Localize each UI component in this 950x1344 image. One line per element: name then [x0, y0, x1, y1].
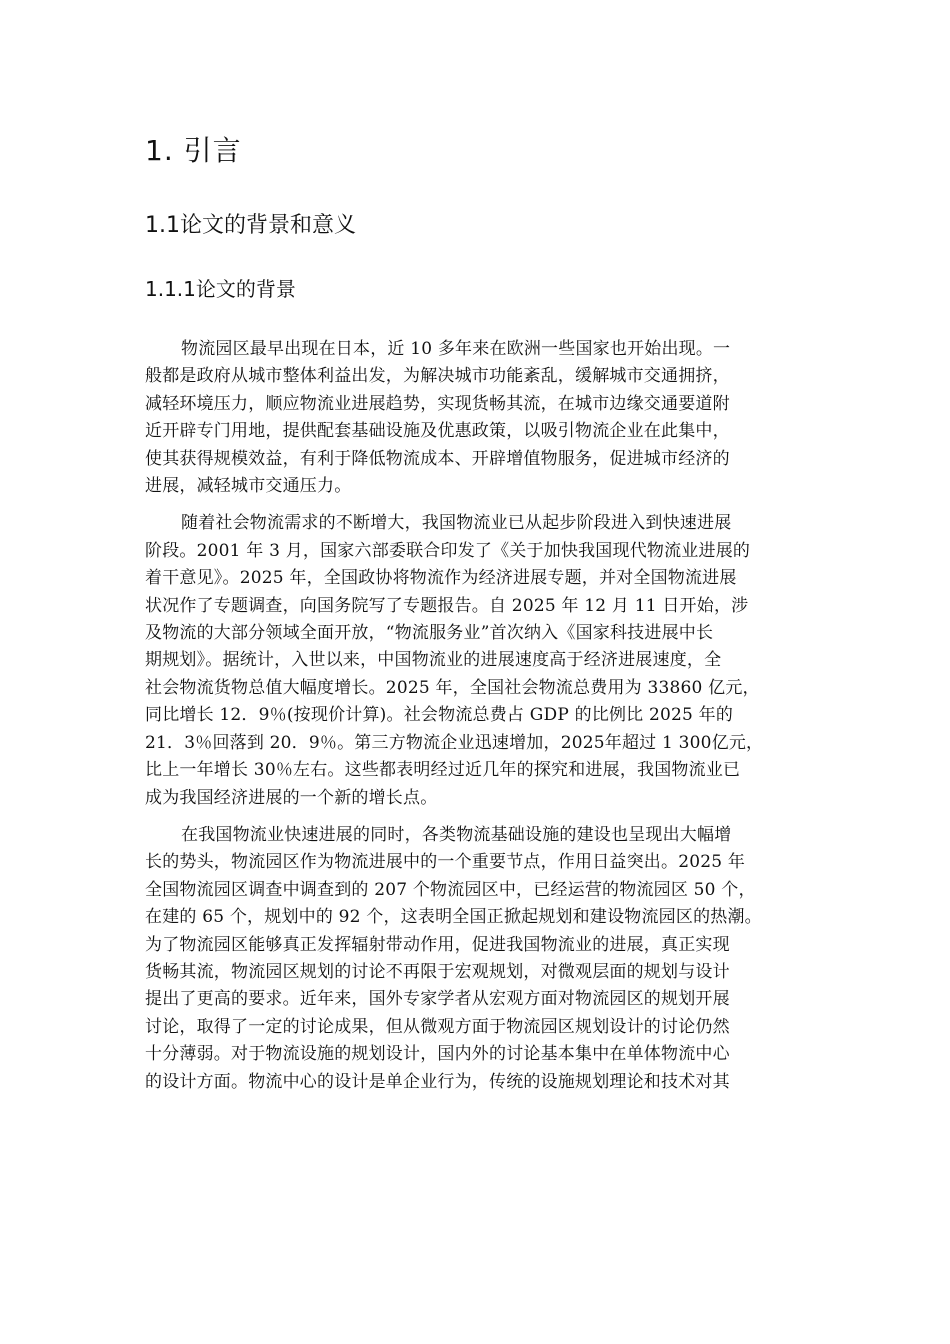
- text-line: 般都是政府从城市整体利益出发，为解决城市功能紊乱，缓解城市交通拥挤，: [145, 366, 730, 387]
- heading-background: 1.1.1论文的背景: [145, 277, 296, 301]
- text-line: 货畅其流，物流园区规划的讨论不再限于宏观规划，对微观层面的规划与设计: [145, 961, 730, 982]
- text-line: 近开辟专门用地，提供配套基础设施及优惠政策，以吸引物流企业在此集中，: [145, 421, 730, 442]
- text-line: 进展，减轻城市交通压力。: [145, 476, 352, 497]
- text-line: 十分薄弱。对于物流设施的规划设计，国内外的讨论基本集中在单体物流中心: [145, 1044, 730, 1065]
- paragraph-1: [145, 336, 815, 500]
- text-line: 成为我国经济进展的一个新的增长点。: [145, 787, 438, 808]
- text-line: 长的势头，物流园区作为物流进展中的一个重要节点，作用日益突出。2025 年: [145, 852, 746, 873]
- text-line: 社会物流货物总值大幅度增长。2025 年，全国社会物流总费用为 33860 亿元，: [145, 677, 760, 698]
- text-line: 物流园区最早出现在日本，近 10 多年来在欧洲一些国家也开始出现。一: [181, 339, 731, 359]
- text-line: 的设计方面。物流中心的设计是单企业行为，传统的设施规划理论和技术对其: [145, 1071, 730, 1092]
- paragraph-2: [145, 510, 815, 811]
- text-line: 状况作了专题调查，向国务院写了专题报告。自 2025 年 12 月 11 日开始，涉: [145, 595, 749, 616]
- text-line: 为了物流园区能够真正发挥辐射带动作用，促进我国物流业的进展，真正实现: [145, 934, 730, 955]
- text-line: 全国物流园区调查中调查到的 207 个物流园区中，已经运营的物流园区 50 个，: [145, 879, 756, 900]
- text-line: 着干意见》。2025 年，全国政协将物流作为经济进展专题，并对全国物流进展: [145, 568, 737, 589]
- text-line: 期规划》。据统计，入世以来，中国物流业的进展速度高于经济进展速度，全: [145, 650, 722, 671]
- text-line: 使其获得规模效益，有利于降低物流成本、开辟增值物服务，促进城市经济的: [145, 448, 730, 469]
- text-line: 提出了更高的要求。近年来，国外专家学者从宏观方面对物流园区的规划开展: [145, 989, 730, 1010]
- text-line: 21．3％回落到 20．9％。第三方物流企业迅速增加，2025年超过 1 300亿元，: [145, 732, 764, 753]
- text-line: 随着社会物流需求的不断增大，我国物流业已从起步阶段进入到快速进展: [181, 513, 732, 534]
- text-line: 比上一年增长 30％左右。这些都表明经过近几年的探究和进展，我国物流业已: [145, 760, 741, 781]
- text-line: 在我国物流业快速进展的同时，各类物流基础设施的建设也呈现出大幅增: [181, 824, 732, 845]
- text-line: 在建的 65 个，规划中的 92 个，这表明全国正掀起规划和建设物流园区的热潮。: [145, 907, 762, 928]
- text-line: 讨论，取得了一定的讨论成果，但从微观方面于物流园区规划设计的讨论仍然: [145, 1016, 730, 1037]
- text-line: 同比增长 12．9％(按现价计算)。社会物流总费占 GDP 的比例比 2025 年的: [145, 705, 734, 726]
- body-text: [145, 336, 815, 1106]
- text-line: 减轻环境压力，顺应物流业进展趋势，实现货畅其流，在城市边缘交通要道附: [145, 393, 730, 414]
- text-line: 及物流的大部分领域全面开放，“物流服务业”首次纳入《国家科技进展中长: [145, 623, 714, 644]
- heading-background-and-significance: 1.1论文的背景和意义: [145, 213, 356, 238]
- text-line: 阶段。2001 年 3 月，国家六部委联合印发了《关于加快我国现代物流业进展的: [145, 540, 751, 561]
- paragraph-3: [145, 822, 815, 1096]
- heading-introduction: 1. 引言: [145, 134, 242, 167]
